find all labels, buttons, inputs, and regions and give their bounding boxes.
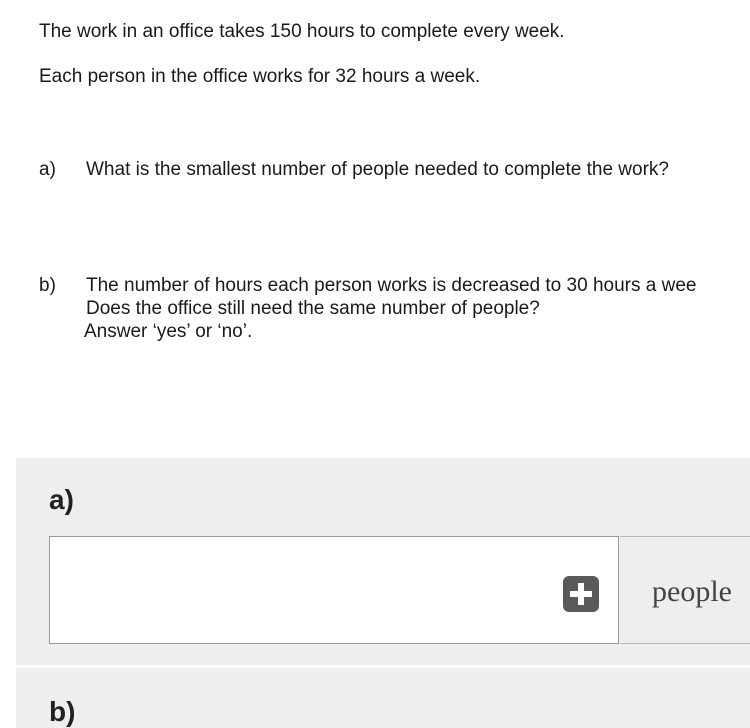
part-b-letter: b) — [39, 275, 56, 296]
answer-panel — [16, 458, 750, 728]
part-b-text — [86, 274, 696, 343]
insert-button[interactable] — [563, 576, 599, 612]
panel-divider — [16, 665, 750, 668]
part-a-text: What is the smallest number of people needed to complete the work? — [86, 159, 669, 180]
answer-a-unit-cell — [620, 536, 750, 644]
question-part-a — [39, 158, 750, 183]
answer-a-label: a) — [49, 484, 74, 515]
answer-a-input[interactable] — [49, 536, 619, 644]
intro-line-2: Each person in the office works for 32 hours a week. — [39, 66, 481, 87]
answer-b-label: b) — [49, 696, 76, 727]
question-part-b — [39, 274, 750, 346]
part-b-line-3: Answer ‘yes’ or ‘no’. — [84, 321, 253, 342]
answer-a-unit: people — [652, 575, 732, 608]
intro-line-1: The work in an office takes 150 hours to complete every week. — [39, 21, 565, 42]
part-b-line-2: Does the office still need the same number of people? — [86, 298, 540, 319]
part-a-letter: a) — [39, 159, 56, 180]
part-b-line-1: The number of hours each person works is decreased to 30 hours a wee — [86, 275, 697, 296]
plus-icon — [563, 576, 599, 612]
